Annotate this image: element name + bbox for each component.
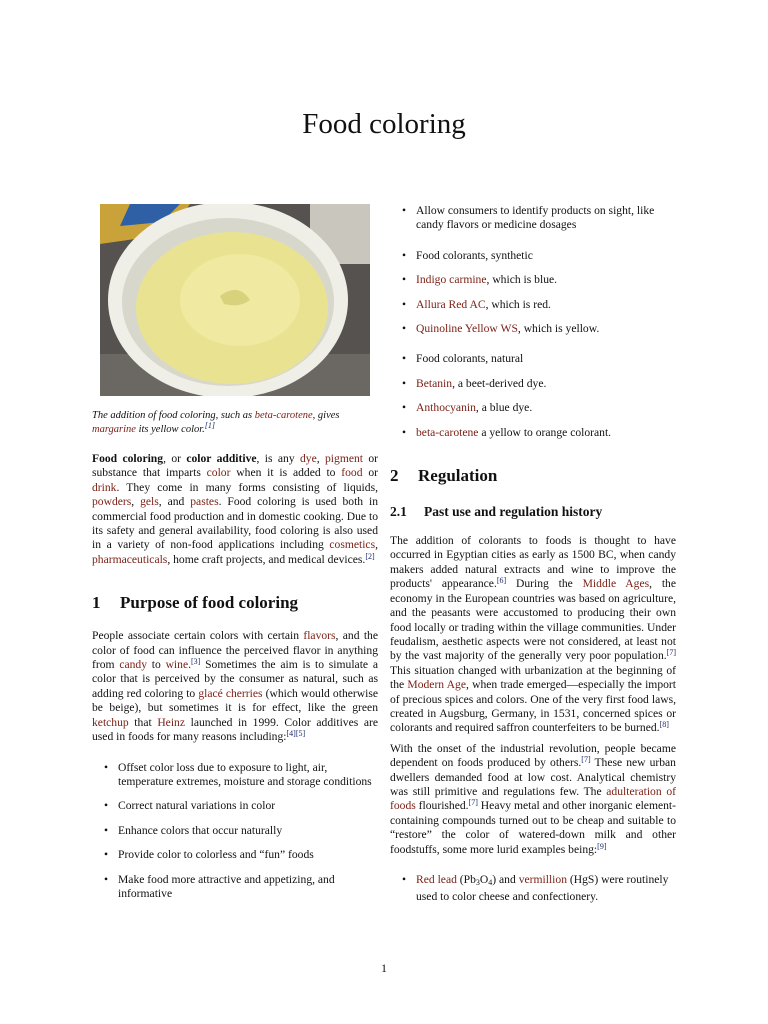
list-item: • Provide color to colorless and “fun” foods [92,848,378,862]
purpose-list [92,761,378,902]
subsection-heading-history [390,504,676,520]
text: , when trade emerged—especially the import of precious spices and colors. One of the very first food laws, created in Augsburg, Germany, in 1531, concerned spices or colorants and required saffron counterfeiters to be burned. [390,678,677,735]
subsection-number: 2.1 [390,504,407,520]
text: The addition of colorants to foods is thought to have occurred in Egyptian cities as early as 1500 BC, when candy makers added natural extracts and wine to improve the products' appearance. [390,534,676,591]
citation-ref[interactable]: [1] [204,421,216,430]
section-heading-regulation [390,466,676,486]
text: flourished. [415,799,469,813]
natural-colorants-list [390,352,676,440]
text: Heavy metal and other inorganic element-containing compounds turned out to be cheap and suitable to “restore” the color of watered-down milk and other foodstuffs, some more lurid examples being: [390,799,676,856]
list-item: • Offset color loss due to exposure to light, air, temperature extremes, moisture and storage conditions [92,761,378,790]
term-food-coloring: Food coloring [92,452,164,465]
text: , [375,538,378,552]
text: when it is added to [230,466,342,480]
text: , which is red. [485,297,551,311]
synthetic-colorants-list [390,249,676,337]
list-item [390,426,676,440]
text: These new urban dwellers demanded food at low cost. Analytical chemistry was still primitive and regulations few. The [390,756,676,798]
link-glace-cherries[interactable]: glacé cherries [198,686,263,700]
link-drink[interactable]: drink [92,480,117,494]
text: , the economy in the European countries was based on agriculture, and the peasants were accustomed to producing their own food locally or trading within the village communities. Under feudalism, aesthetic aspects were not considered, at least not by the vast majority of the generally very poor population. [390,577,676,663]
text: During the [506,577,583,591]
text: , a beet-derived dye. [452,376,547,390]
citation-ref[interactable]: [2] [365,551,375,561]
link-red-lead[interactable]: Red lead [416,873,457,886]
uses-list [390,204,676,233]
term-color-additive: color additive [186,452,257,465]
link-anthocyanin[interactable]: Anthocyanin [416,401,476,415]
page-title: Food coloring [302,108,466,140]
citation-ref[interactable]: [8] [659,720,669,730]
link-candy[interactable]: candy [119,658,147,672]
link-powders[interactable]: powders [92,495,132,509]
citation-ref[interactable]: [7] [666,648,676,658]
text: , which is yellow. [517,322,600,336]
link-heinz[interactable]: Heinz [157,715,185,729]
text: . [188,658,192,672]
list-item: • Enhance colors that occur naturally [92,824,378,838]
link-vermillion[interactable]: vermillion [518,873,567,886]
link-pigment[interactable]: pigment [325,452,363,465]
citation-ref[interactable]: [3] [191,657,201,667]
text: or substance that imparts [92,452,379,480]
link-ketchup[interactable]: ketchup [92,715,129,729]
text: People associate certain colors with certain [92,629,304,643]
section-title: Purpose of food coloring [120,593,299,613]
text: , a blue dye. [475,401,533,415]
link-wine[interactable]: wine [165,658,189,672]
caption-link-beta-carotene[interactable]: beta-carotene [254,410,313,421]
link-dye[interactable]: dye [299,452,317,465]
link-quinoline-yellow[interactable]: Quinoline Yellow WS [416,322,518,336]
text: or [362,466,378,480]
left-column [92,452,378,901]
text: (which would otherwise be beige), but sometimes it is for effect, like the green [92,686,378,715]
caption-text: its yellow color. [135,424,205,435]
text: ) and [492,873,519,886]
link-betanin[interactable]: Betanin [416,376,453,390]
citation-ref[interactable]: [4][5] [286,729,306,739]
page-number: 1 [381,961,387,975]
text: (HgS) were routinely used to color cheese and confectionery. [416,873,669,904]
purpose-paragraph [92,629,378,744]
link-pharmaceuticals[interactable]: pharmaceuticals [92,552,168,566]
text: , which is blue. [486,273,558,287]
list-item [390,322,676,336]
text: to [147,658,166,672]
right-column [390,204,676,905]
link-pastes[interactable]: pastes [190,495,219,509]
caption-link-margarine[interactable]: margarine [92,424,136,435]
link-cosmetics[interactable]: cosmetics [329,538,376,552]
list-item: • Correct natural variations in color [92,799,378,813]
figure-caption [92,409,378,437]
caption-text: , gives [312,410,340,421]
link-middle-ages[interactable]: Middle Ages [582,577,650,591]
text: , and [158,495,191,509]
list-item [390,401,676,415]
list-item: • Make food more attractive and appetizing, and informative [92,873,378,902]
text: , is any [256,452,300,465]
text: launched in 1999. Color additives are used in foods for many reasons including: [92,715,379,744]
subscript: 3 [475,878,480,887]
list-item [390,298,676,312]
margarine-tub-image [100,204,370,396]
text: . Food coloring is used both in commercial food production and in domestic cooking. Due to its safety and general availability, food coloring is also used in a variety of non-food applications including [92,495,379,552]
section-heading-purpose [92,593,378,613]
history-paragraph-2 [390,742,676,857]
link-food[interactable]: food [341,466,363,480]
section-title: Regulation [418,466,498,486]
caption-text: The addition of food coloring, such as [92,410,255,421]
intro-paragraph [92,452,378,567]
citation-ref[interactable]: [9] [597,841,607,851]
citation-ref[interactable]: [7] [468,798,478,808]
text: With the onset of the industrial revolution, people became dependent on foods produced by others. [390,741,676,770]
text: , and the color of food can influence the perceived flavor in anything from [92,629,378,672]
text: This situation changed with urbanization at the beginning of the [390,663,676,692]
section-number: 2 [390,466,399,486]
text: , home craft projects, and medical devices. [167,552,366,566]
link-gels[interactable]: gels [140,495,159,509]
list-item: • Allow consumers to identify products on sight, like candy flavors or medicine dosages [390,204,676,233]
text: a yellow to orange colorant. [478,425,612,439]
text: , [131,495,141,509]
margarine-photo [100,204,370,396]
link-indigo-carmine[interactable]: Indigo carmine [416,273,487,287]
list-item: • Food colorants, synthetic [390,249,676,263]
text: O [479,873,489,886]
text: that [128,715,158,729]
list-item [390,377,676,391]
text: Sometimes the aim is to simulate a color that is perceived by the consumer as natural, such as adding red coloring to [92,658,378,700]
list-item [390,873,676,905]
link-adulteration-of-foods[interactable]: adulteration of foods [390,784,676,813]
list-item [390,273,676,287]
text: . They come in many forms consisting of liquids, [116,480,378,494]
subsection-title: Past use and regulation history [424,504,603,520]
link-modern-age[interactable]: Modern Age [407,678,466,692]
citation-ref[interactable]: [7] [581,755,591,765]
text: , [316,452,325,465]
subscript: 4 [488,878,493,887]
link-flavors[interactable]: flavors [303,629,336,643]
link-allura-red-ac[interactable]: Allura Red AC [416,297,486,311]
citation-ref[interactable]: [6] [496,576,507,586]
section-number: 1 [92,593,101,613]
text: (Pb [456,873,476,886]
link-beta-carotene[interactable]: beta-carotene [416,425,479,439]
text: , or [163,452,187,465]
adulterants-list [390,873,676,905]
link-color[interactable]: color [206,466,231,480]
history-paragraph-1 [390,534,676,736]
list-item: • Food colorants, natural [390,352,676,366]
